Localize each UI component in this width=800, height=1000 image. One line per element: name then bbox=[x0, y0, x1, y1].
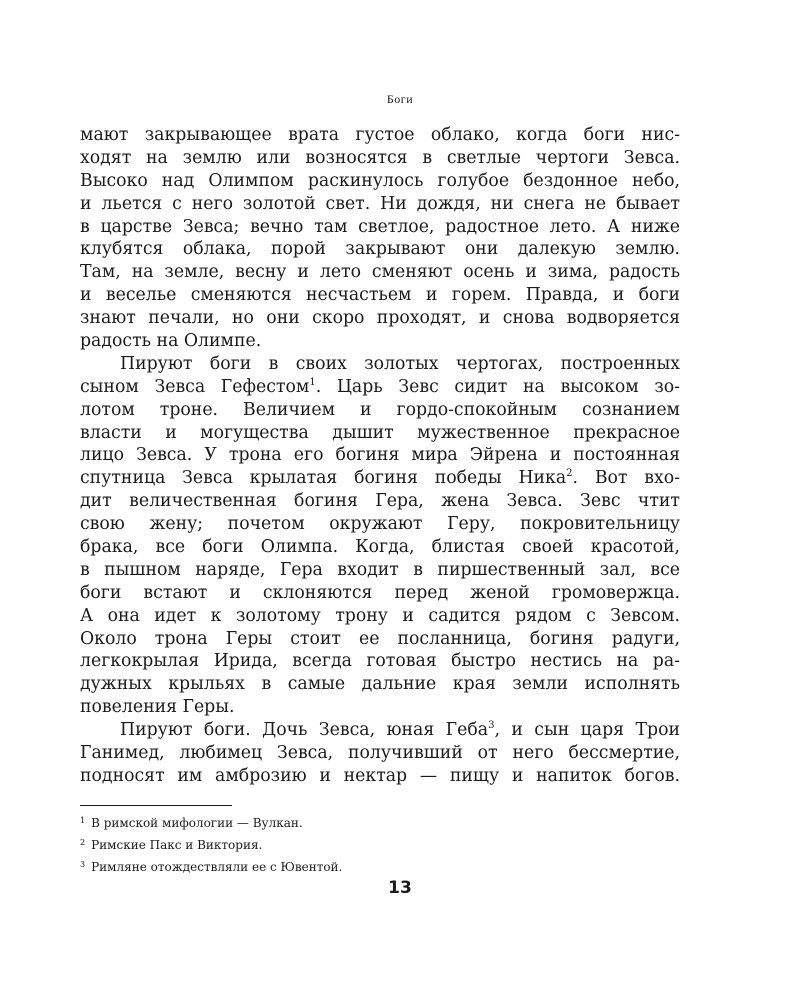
text-line: дит величественная богиня Гера, жена Зевса. Зевс чтит bbox=[80, 491, 680, 512]
text-fragment: . Царь Зевс сидит на высоком зо- bbox=[315, 376, 680, 397]
text-line: повеления Геры. bbox=[80, 697, 235, 718]
text-line: брака, все боги Олимпа. Когда, блистая своей красотой, bbox=[80, 537, 680, 558]
text-line: знают печали, но они скоро проходят, и снова водворяется bbox=[80, 308, 680, 329]
text-line bbox=[80, 376, 680, 399]
text-line: ходят на землю или возносятся в светлые чертоги Зевса. bbox=[80, 147, 680, 168]
text-line: подносят им амброзию и нектар — пищу и напиток богов. bbox=[80, 765, 680, 786]
footnote-text: Римские Пакс и Виктория. bbox=[91, 838, 263, 852]
text-line bbox=[80, 719, 680, 742]
text-line: боги встают и склоняются перед женой громовержца. bbox=[80, 582, 680, 603]
footnote-divider bbox=[80, 805, 232, 806]
footnote-mark: 1 bbox=[80, 816, 86, 825]
body-text bbox=[80, 124, 680, 788]
footnote-ref[interactable]: 2 bbox=[566, 468, 573, 480]
text-line: в царстве Зевса; вечно там светлое, радостное лето. А ниже bbox=[80, 216, 680, 237]
footnotes bbox=[80, 811, 680, 877]
running-header: Боги bbox=[386, 92, 414, 106]
text-line: в пышном наряде, Гера входит в пиршественный зал, все bbox=[80, 559, 680, 580]
text-line: лотом троне. Величием и гордо-спокойным сознанием bbox=[80, 399, 680, 420]
text-line bbox=[80, 467, 680, 490]
text-fragment: спутница Зевса крылатая богиня победы Ника bbox=[80, 468, 567, 489]
text-line: Там, на земле, весну и лето сменяют осень и зима, радость bbox=[80, 262, 680, 283]
text-line: власти и могущества дышит мужественное прекрасное bbox=[80, 422, 680, 443]
footnote-ref[interactable]: 1 bbox=[309, 376, 316, 388]
text-line: Около трона Геры стоит ее посланница, богиня радуги, bbox=[80, 628, 680, 649]
text-fragment: Пируют боги. Дочь Зевса, юная Геба bbox=[120, 720, 489, 741]
text-fragment: сыном Зевса Гефестом bbox=[80, 376, 310, 397]
text-line: свою жену; почетом окружают Геру, покровительницу bbox=[80, 514, 680, 535]
text-line: Пируют боги в своих золотых чертогах, построенных bbox=[120, 353, 680, 374]
text-line: легкокрылая Ирида, всегда готовая быстро нестись на ра- bbox=[80, 651, 680, 672]
footnote-text: Римляне отождествляли ее с Ювентой. bbox=[91, 860, 343, 874]
footnote-text: В римской мифологии — Вулкан. bbox=[91, 816, 303, 830]
page-number: 13 bbox=[388, 878, 412, 898]
text-fragment: . Вот вхо- bbox=[572, 468, 680, 489]
text-line: радость на Олимпе. bbox=[80, 331, 262, 352]
footnote-mark: 3 bbox=[80, 860, 86, 869]
footnote-ref[interactable]: 3 bbox=[488, 720, 495, 732]
footnote bbox=[80, 855, 680, 877]
footnote-mark: 2 bbox=[80, 838, 86, 847]
text-line: Ганимед, любимец Зевса, получивший от него бессмертие, bbox=[80, 743, 680, 764]
text-line: клубятся облака, порой закрывают они далекую землю. bbox=[80, 239, 680, 260]
text-line: А она идет к золотому трону и садится рядом с Зевсом. bbox=[80, 605, 680, 626]
text-line: и веселье сменяются несчастьем и горем. Правда, и боги bbox=[80, 285, 680, 306]
footnote bbox=[80, 811, 680, 833]
text-line: и льется с него золотой свет. Ни дождя, ни снега не бывает bbox=[80, 193, 680, 214]
footnote bbox=[80, 833, 680, 855]
text-line: дужных крыльях в самые дальние края земли исполнять bbox=[80, 674, 680, 695]
text-fragment: , и сын царя Трои bbox=[494, 720, 680, 741]
text-line: лицо Зевса. У трона его богиня мира Эйрена и постоянная bbox=[80, 445, 680, 466]
text-line: мают закрывающее врата густое облако, когда боги нис- bbox=[80, 125, 680, 145]
text-line: Высоко над Олимпом раскинулось голубое бездонное небо, bbox=[80, 170, 680, 191]
